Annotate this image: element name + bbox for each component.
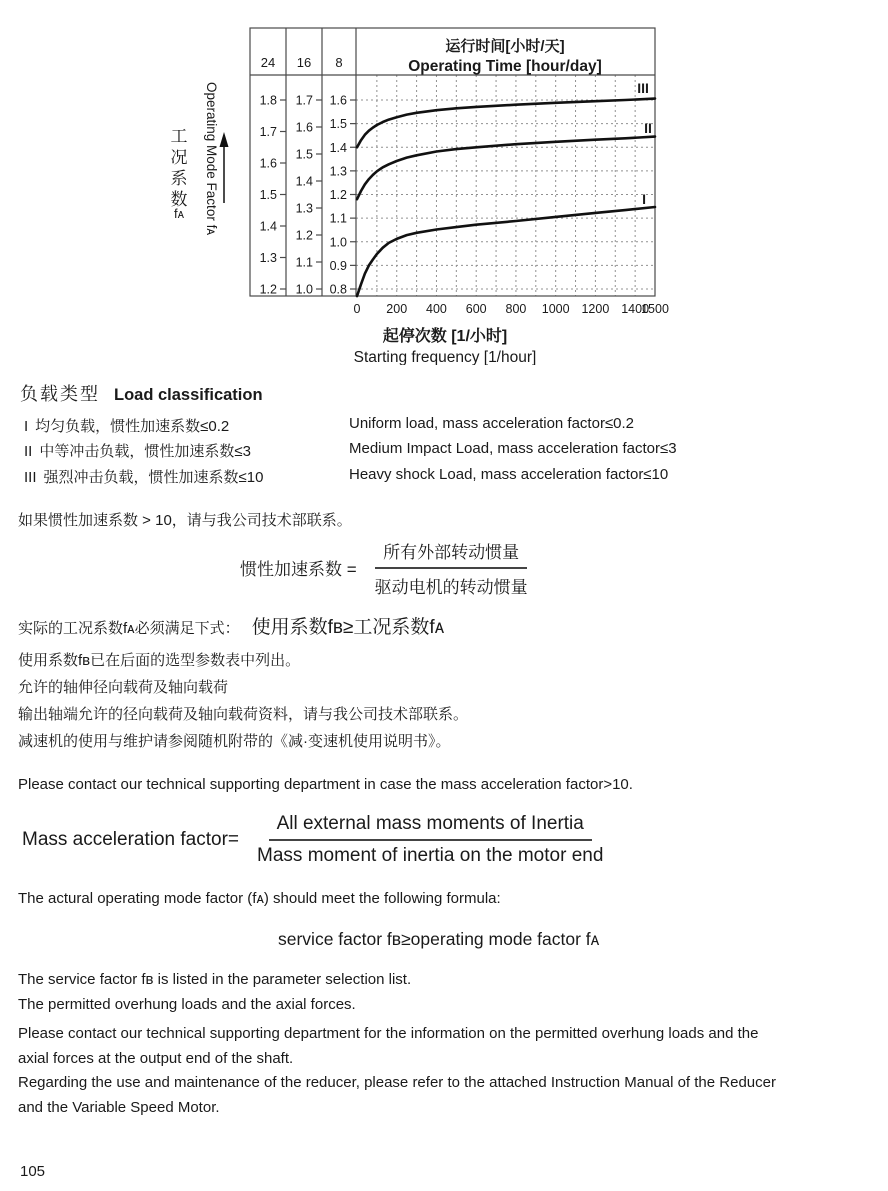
formula-fraction-zh — [367, 537, 536, 598]
svg-text:1.7: 1.7 — [259, 125, 277, 139]
svg-text:1.6: 1.6 — [295, 120, 313, 135]
load-class-text-zh: 中等冲击负载，惯性加速系数≤3 — [39, 443, 251, 460]
svg-text:1.5: 1.5 — [329, 117, 347, 132]
svg-text:Operating Time [hour/day]: Operating Time [hour/day] — [408, 58, 602, 75]
load-class-row-1-zh — [24, 415, 229, 436]
svg-text:起停次数 [1/小时]: 起停次数 [1/小时] — [382, 328, 508, 345]
svg-text:1.1: 1.1 — [295, 255, 313, 270]
svg-text:III: III — [637, 79, 649, 96]
en-manual-paragraph — [18, 1070, 776, 1120]
svg-text:况: 况 — [170, 148, 188, 167]
svg-text:1.6: 1.6 — [329, 93, 347, 108]
svg-text:1.2: 1.2 — [259, 282, 277, 297]
svg-text:1.2: 1.2 — [295, 228, 313, 243]
svg-text:1.6: 1.6 — [259, 156, 277, 171]
svg-text:1.3: 1.3 — [295, 201, 313, 216]
formula-lhs-en: Mass acceleration factor= — [22, 828, 240, 850]
zh-loads-title: 允许的轴伸径向载荷及轴向载荷 — [18, 679, 229, 696]
svg-text:8: 8 — [335, 55, 343, 70]
svg-text:1.8: 1.8 — [259, 93, 277, 108]
formula-lhs-zh: 惯性加速系数 = — [240, 560, 357, 579]
svg-text:系: 系 — [170, 169, 188, 188]
load-class-text-zh: 强烈冲击负载，惯性加速系数≤10 — [43, 469, 264, 486]
load-class-numeral: I — [24, 418, 29, 435]
load-class-numeral: II — [24, 443, 33, 460]
svg-text:Starting frequency [1/hour]: Starting frequency [1/hour] — [353, 349, 537, 365]
formula-denominator-en: Mass moment of inertia on the motor end — [257, 845, 604, 866]
svg-text:1.4: 1.4 — [259, 219, 277, 234]
svg-text:II: II — [644, 120, 652, 137]
formula-numerator-zh: 所有外部转动惯量 — [375, 537, 527, 569]
svg-text:fᴀ: fᴀ — [173, 206, 185, 221]
mass-acceleration-formula-zh — [240, 537, 536, 598]
paragraph-line: axial forces at the output end of the shaft. — [18, 1050, 294, 1067]
load-class-row-3-en: Heavy shock Load, mass acceleration factor≤10 — [349, 466, 669, 483]
zh-loads-note: 输出轴端允许的径向载荷及轴向载荷资料，请与我公司技术部联系。 — [18, 706, 469, 723]
zh-contact-note: 如果惯性加速系数 > 10，请与我公司技术部联系。 — [18, 512, 352, 529]
paragraph-line: and the Variable Speed Motor. — [18, 1099, 220, 1116]
condition-intro-en: The actural operating mode factor (fᴀ) should meet the following formula: — [18, 890, 501, 907]
load-class-row-2-zh — [24, 440, 251, 461]
svg-text:400: 400 — [426, 302, 447, 316]
svg-text:1.0: 1.0 — [295, 282, 313, 297]
svg-text:数: 数 — [170, 190, 188, 209]
svg-text:1.2: 1.2 — [329, 188, 347, 202]
svg-text:24: 24 — [260, 55, 276, 70]
en-service-factor-note: The service factor fʙ is listed in the parameter selection list. — [18, 971, 412, 988]
svg-text:1.1: 1.1 — [329, 211, 347, 226]
condition-row-zh — [18, 612, 444, 639]
paragraph-line: Please contact our technical supporting department for the information on the permitted overhung loads and the — [18, 1025, 759, 1042]
svg-text:0.9: 0.9 — [329, 258, 347, 273]
svg-text:1.5: 1.5 — [295, 147, 313, 162]
load-class-row-3-zh — [24, 466, 263, 487]
zh-service-factor-note: 使用系数fʙ已在后面的选型参数表中列出。 — [18, 652, 301, 669]
svg-text:0.8: 0.8 — [329, 282, 347, 297]
svg-text:1.0: 1.0 — [329, 235, 347, 250]
condition-formula-en: service factor fʙ≥operating mode factor fᴀ — [278, 929, 600, 949]
svg-text:1400: 1400 — [621, 302, 650, 316]
load-class-text-zh: 均匀负载，惯性加速系数≤0.2 — [35, 418, 230, 435]
paragraph-line: Regarding the use and maintenance of the reducer, please refer to the attached Instruction Manual of the Reducer — [18, 1074, 776, 1091]
formula-denominator-zh: 驱动电机的转动惯量 — [374, 578, 528, 597]
svg-text:1.5: 1.5 — [259, 188, 277, 202]
formula-fraction-en — [249, 812, 611, 867]
zh-manual-note: 减速机的使用与维护请参阅随机附带的《减·变速机使用说明书》。 — [18, 733, 451, 750]
svg-text:0: 0 — [353, 302, 361, 316]
svg-text:1.4: 1.4 — [295, 174, 313, 189]
load-class-row-1-en: Uniform load, mass acceleration factor≤0.2 — [349, 415, 635, 432]
condition-formula-zh: 使用系数fʙ≥工况系数fᴀ — [251, 617, 445, 638]
formula-numerator-en: All external mass moments of Inertia — [269, 812, 592, 841]
svg-text:1500: 1500 — [641, 302, 669, 316]
svg-text:工: 工 — [170, 127, 188, 146]
operating-time-chart — [160, 25, 675, 365]
load-class-row-2-en: Medium Impact Load, mass acceleration factor≤3 — [349, 440, 677, 457]
svg-text:1200: 1200 — [581, 302, 610, 316]
svg-text:1.7: 1.7 — [295, 93, 313, 108]
svg-text:200: 200 — [386, 302, 408, 316]
en-loads-title: The permitted overhung loads and the axial forces. — [18, 996, 356, 1013]
svg-text:1.3: 1.3 — [259, 251, 277, 265]
load-classification-title — [20, 380, 263, 406]
en-contact-note: Please contact our technical supporting department in case the mass acceleration factor>10. — [18, 776, 633, 793]
svg-text:运行时间[小时/天]: 运行时间[小时/天] — [445, 38, 565, 55]
svg-text:I: I — [642, 190, 647, 207]
mass-acceleration-formula-en — [22, 812, 611, 867]
en-loads-paragraph — [18, 1021, 758, 1071]
condition-intro-zh: 实际的工况系数fᴀ必须满足下式： — [18, 620, 240, 637]
svg-text:Operating Mode Factor fᴀ: Operating Mode Factor fᴀ — [204, 82, 219, 236]
svg-text:16: 16 — [296, 55, 312, 70]
svg-text:800: 800 — [505, 302, 527, 316]
svg-text:1000: 1000 — [541, 302, 570, 316]
svg-text:600: 600 — [465, 302, 487, 316]
load-classification-title-zh: 负载类型 — [20, 384, 100, 404]
svg-text:1.4: 1.4 — [329, 140, 347, 155]
page-number: 105 — [20, 1163, 46, 1180]
svg-text:1.3: 1.3 — [329, 164, 347, 179]
load-class-numeral: III — [24, 469, 37, 486]
load-classification-title-en: Load classification — [114, 386, 263, 404]
